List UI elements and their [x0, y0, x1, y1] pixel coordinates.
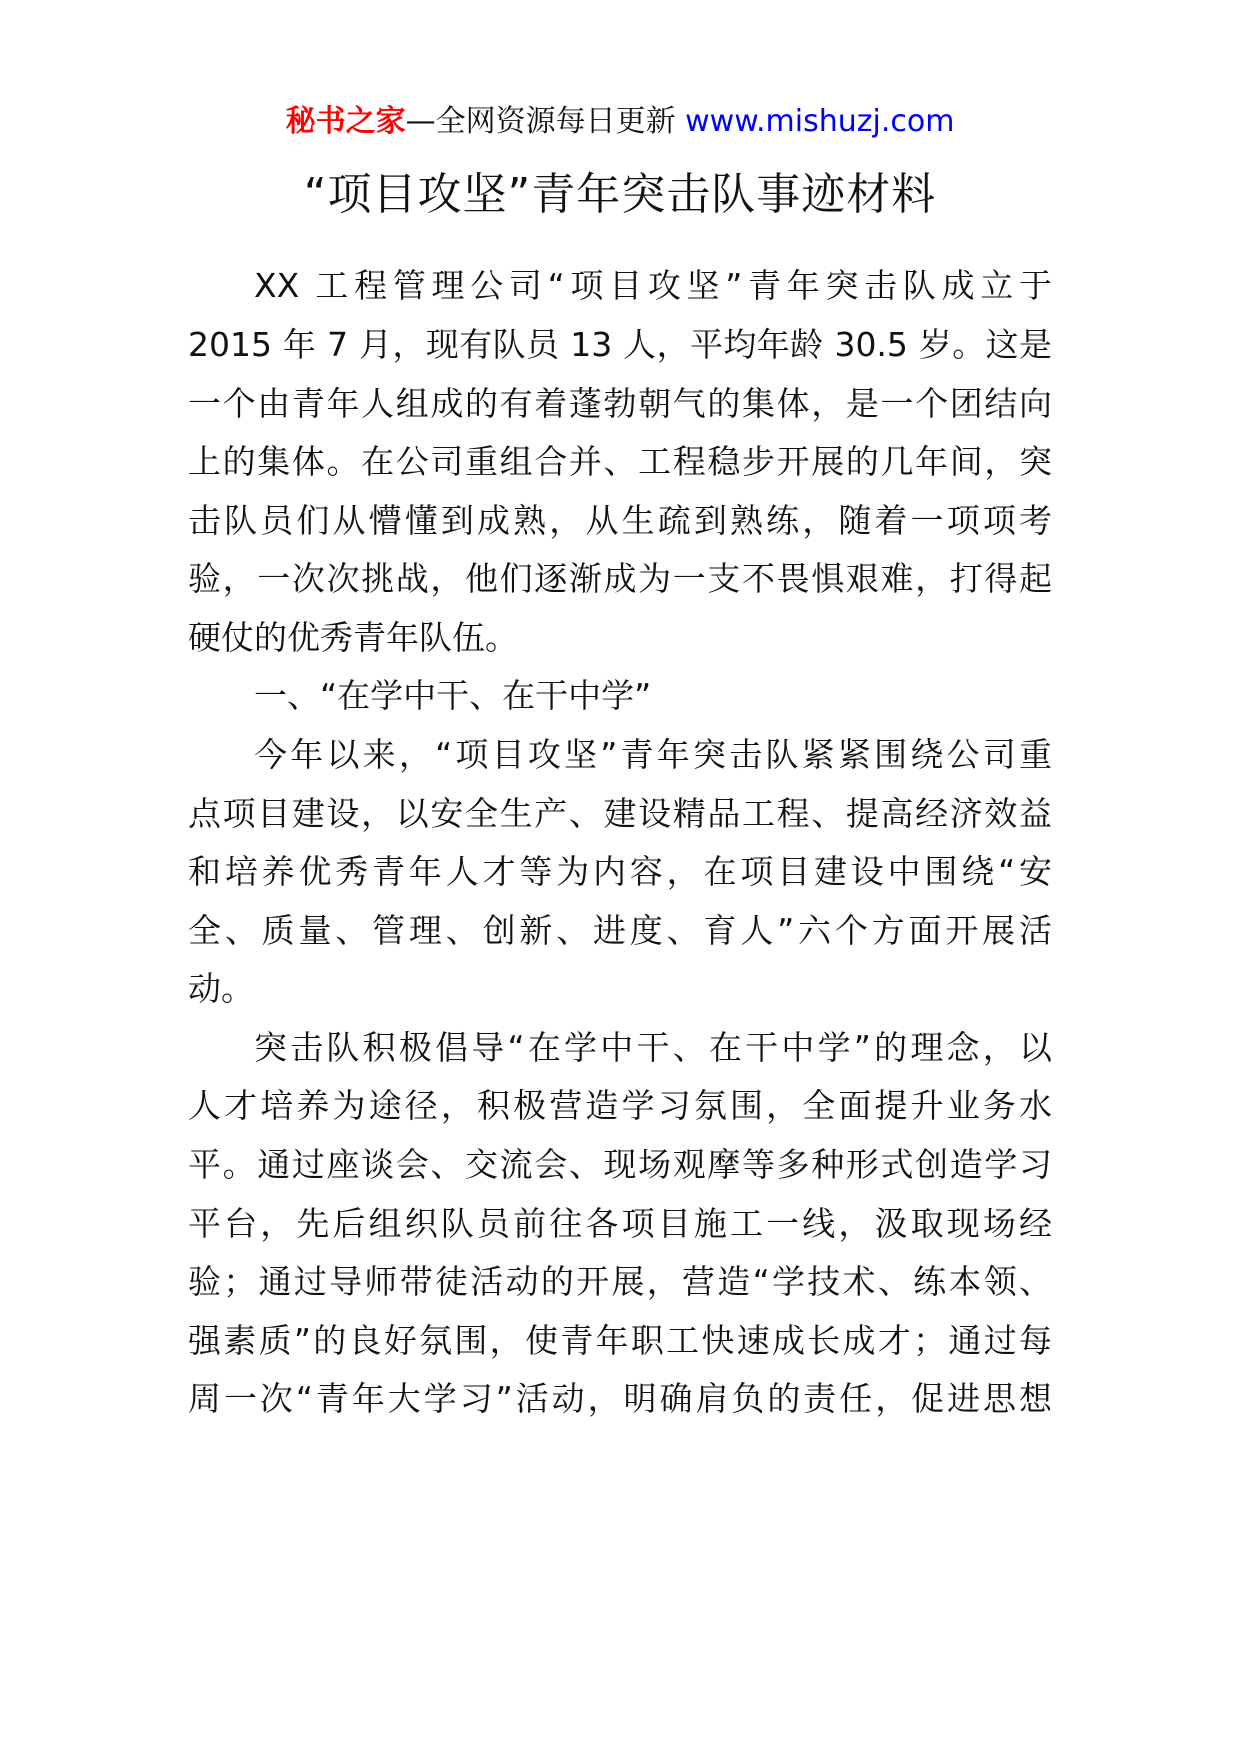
text-line: 点项目建设，以安全生产、建设精品工程、提高经济效益	[188, 794, 1052, 833]
text-line: 今年以来，“项目攻坚”青年突击队紧紧围绕公司重	[254, 735, 1052, 774]
document-title: “项目攻坚”青年突击队事迹材料	[303, 169, 937, 220]
text-line: XX 工程管理公司“项目攻坚”青年突击队成立于	[254, 266, 1052, 305]
text-line: 一个由青年人组成的有着蓬勃朝气的集体，是一个团结向	[188, 384, 1052, 423]
site-header	[0, 102, 1240, 142]
site-brand: 秘书之家	[285, 104, 406, 139]
text-line: 动。	[188, 969, 254, 1008]
text-line: 周一次“青年大学习”活动，明确肩负的责任，促进思想	[188, 1379, 1052, 1418]
text-line: 上的集体。在公司重组合并、工程稳步开展的几年间，突	[188, 442, 1052, 481]
text-line: 平。通过座谈会、交流会、现场观摩等多种形式创造学习	[188, 1145, 1052, 1184]
text-line: 人才培养为途径，积极营造学习氛围，全面提升业务水	[188, 1086, 1052, 1125]
text-line: 突击队积极倡导“在学中干、在干中学”的理念，以	[254, 1028, 1052, 1067]
text-line: 击队员们从懵懂到成熟，从生疏到熟练，随着一项项考	[188, 501, 1052, 540]
section-heading: 一、“在学中干、在干中学”	[254, 676, 652, 715]
text-line: 和培养优秀青年人才等为内容，在项目建设中围绕“安	[188, 852, 1052, 891]
site-url-link[interactable]: www.mishuzj.com	[685, 104, 955, 139]
site-slogan: —全网资源每日更新	[405, 104, 676, 139]
text-line: 硬仗的优秀青年队伍。	[188, 618, 518, 657]
text-line: 验，一次次挑战，他们逐渐成为一支不畏惧艰难，打得起	[188, 559, 1052, 598]
text-line: 2015 年 7 月，现有队员 13 人，平均年龄 30.5 岁。这是	[188, 325, 1052, 364]
text-line: 强素质”的良好氛围，使青年职工快速成长成才；通过每	[188, 1321, 1052, 1360]
text-line: 平台，先后组织队员前往各项目施工一线，汲取现场经	[188, 1204, 1052, 1243]
text-line: 验；通过导师带徒活动的开展，营造“学技术、练本领、	[188, 1262, 1052, 1301]
text-line: 全、质量、管理、创新、进度、育人”六个方面开展活	[188, 911, 1052, 950]
